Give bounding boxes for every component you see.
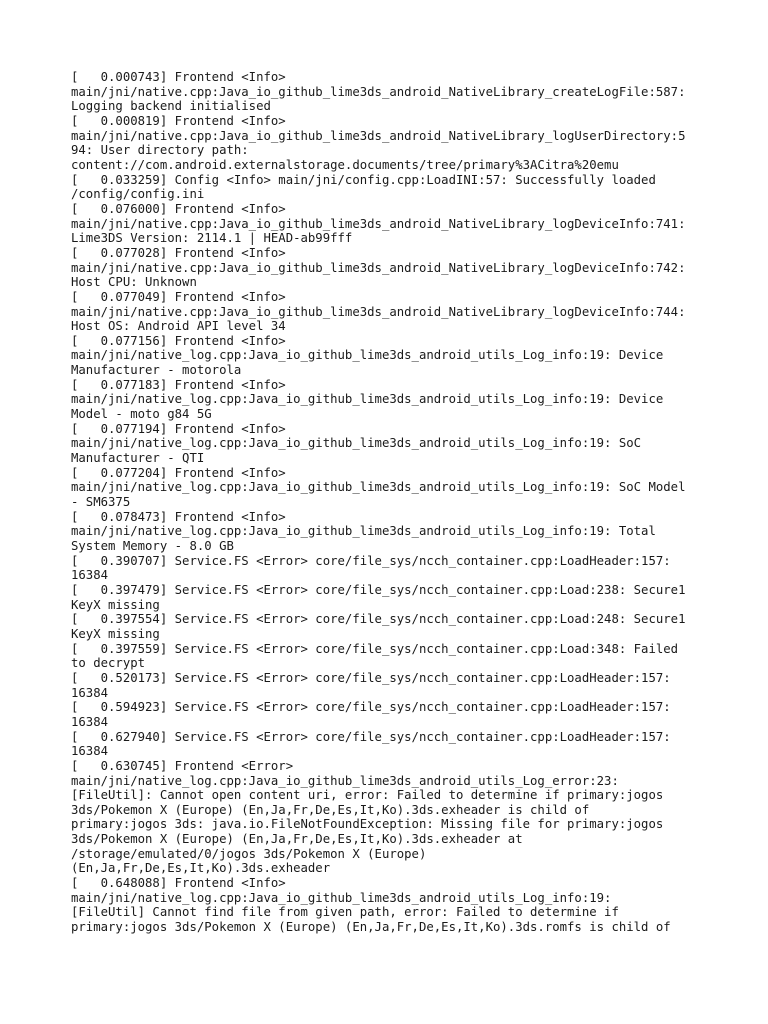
log-line: Lime3DS Version: 2114.1 | HEAD-ab99fff — [71, 231, 353, 246]
log-line: /storage/emulated/0/jogos 3ds/Pokemon X (Europe) — [71, 846, 427, 861]
log-document — [71, 70, 711, 935]
log-line: Host CPU: Unknown — [71, 275, 197, 290]
log-line: [ 0.077049] Frontend <Info> — [71, 289, 286, 304]
log-line: KeyX missing — [71, 626, 160, 641]
log-line: [ 0.397554] Service.FS <Error> core/file_sys/ncch_container.cpp:Load:248: Secure1 — [71, 612, 686, 627]
log-line: to decrypt — [71, 656, 146, 671]
log-line: [ 0.397559] Service.FS <Error> core/file_sys/ncch_container.cpp:Load:348: Failed — [71, 641, 679, 656]
log-line: main/jni/native_log.cpp:Java_io_github_lime3ds_android_utils_Log_info:19: SoC — [71, 436, 642, 451]
log-line: main/jni/native_log.cpp:Java_io_github_lime3ds_android_utils_Log_info:19: Device — [71, 392, 664, 407]
log-line: [ 0.077183] Frontend <Info> — [71, 377, 286, 392]
log-line: [ 0.077028] Frontend <Info> — [71, 245, 286, 260]
log-line: [ 0.077194] Frontend <Info> — [71, 421, 286, 436]
log-line: 16384 — [71, 744, 109, 759]
log-line: Logging backend initialised — [71, 99, 271, 114]
log-line: (En,Ja,Fr,De,Es,It,Ko).3ds.exheader — [71, 861, 331, 876]
log-line: main/jni/native.cpp:Java_io_github_lime3ds_android_NativeLibrary_createLogFile:587: — [71, 84, 686, 99]
log-line: main/jni/native.cpp:Java_io_github_lime3ds_android_NativeLibrary_logDeviceInfo:741: — [71, 216, 686, 231]
log-line: /config/config.ini — [71, 187, 205, 202]
log-line: Model - moto g84 5G — [71, 407, 212, 422]
log-line: [FileUtil] Cannot find file from given path, error: Failed to determine if — [71, 905, 619, 920]
log-line: [FileUtil]: Cannot open content uri, error: Failed to determine if primary:jogos — [71, 788, 664, 803]
log-line: main/jni/native_log.cpp:Java_io_github_lime3ds_android_utils_Log_info:19: Device — [71, 348, 664, 363]
log-line: main/jni/native_log.cpp:Java_io_github_lime3ds_android_utils_Log_info:19: Total — [71, 524, 656, 539]
log-line: [ 0.390707] Service.FS <Error> core/file_sys/ncch_container.cpp:LoadHeader:157: — [71, 553, 671, 568]
log-line: [ 0.627940] Service.FS <Error> core/file_sys/ncch_container.cpp:LoadHeader:157: — [71, 729, 671, 744]
log-line: [ 0.077204] Frontend <Info> — [71, 465, 286, 480]
log-line: - SM6375 — [71, 495, 131, 510]
log-line: main/jni/native.cpp:Java_io_github_lime3ds_android_NativeLibrary_logDeviceInfo:742: — [71, 260, 686, 275]
log-line: [ 0.397479] Service.FS <Error> core/file_sys/ncch_container.cpp:Load:238: Secure1 — [71, 582, 686, 597]
log-line: [ 0.648088] Frontend <Info> — [71, 876, 286, 891]
log-line: [ 0.077156] Frontend <Info> — [71, 333, 286, 348]
log-line: System Memory - 8.0 GB — [71, 539, 234, 553]
log-line: 16384 — [71, 568, 109, 583]
log-line: main/jni/native_log.cpp:Java_io_github_lime3ds_android_utils_Log_info:19: — [71, 890, 612, 905]
log-line: 3ds/Pokemon X (Europe) (En,Ja,Fr,De,Es,It,Ko).3ds.exheader is child of — [71, 802, 590, 817]
log-line: content://com.android.externalstorage.documents/tree/primary%3ACitra%20emu — [71, 157, 619, 172]
log-line: [ 0.076000] Frontend <Info> — [71, 201, 286, 216]
log-line: Host OS: Android API level 34 — [71, 319, 286, 334]
log-line: [ 0.000819] Frontend <Info> — [71, 113, 286, 128]
log-line: main/jni/native_log.cpp:Java_io_github_lime3ds_android_utils_Log_info:19: SoC Model — [71, 480, 686, 495]
log-line: main/jni/native.cpp:Java_io_github_lime3ds_android_NativeLibrary_logUserDirectory:5 — [71, 128, 686, 143]
log-line: [ 0.000743] Frontend <Info> — [71, 70, 286, 84]
log-line: Manufacturer - motorola — [71, 363, 242, 378]
log-line: [ 0.078473] Frontend <Info> — [71, 509, 286, 524]
log-line: KeyX missing — [71, 597, 160, 612]
log-line: primary:jogos 3ds: java.io.FileNotFoundException: Missing file for primary:jogos — [71, 817, 664, 832]
log-line: [ 0.630745] Frontend <Error> — [71, 758, 294, 773]
log-line: main/jni/native_log.cpp:Java_io_github_lime3ds_android_utils_Log_error:23: — [71, 773, 619, 788]
log-line: 3ds/Pokemon X (Europe) (En,Ja,Fr,De,Es,It,Ko).3ds.exheader at — [71, 832, 523, 847]
log-line: Manufacturer - QTI — [71, 451, 205, 466]
log-line: [ 0.033259] Config <Info> main/jni/config.cpp:LoadINI:57: Successfully loaded — [71, 172, 656, 187]
log-line: 16384 — [71, 685, 109, 700]
log-line: [ 0.520173] Service.FS <Error> core/file_sys/ncch_container.cpp:LoadHeader:157: — [71, 670, 671, 685]
log-line: [ 0.594923] Service.FS <Error> core/file_sys/ncch_container.cpp:LoadHeader:157: — [71, 700, 671, 715]
log-line: main/jni/native.cpp:Java_io_github_lime3ds_android_NativeLibrary_logDeviceInfo:744: — [71, 304, 686, 319]
log-line: 16384 — [71, 714, 109, 729]
log-line: primary:jogos 3ds/Pokemon X (Europe) (En,Ja,Fr,De,Es,It,Ko).3ds.romfs is child of — [71, 920, 671, 935]
log-line: 94: User directory path: — [71, 143, 249, 158]
